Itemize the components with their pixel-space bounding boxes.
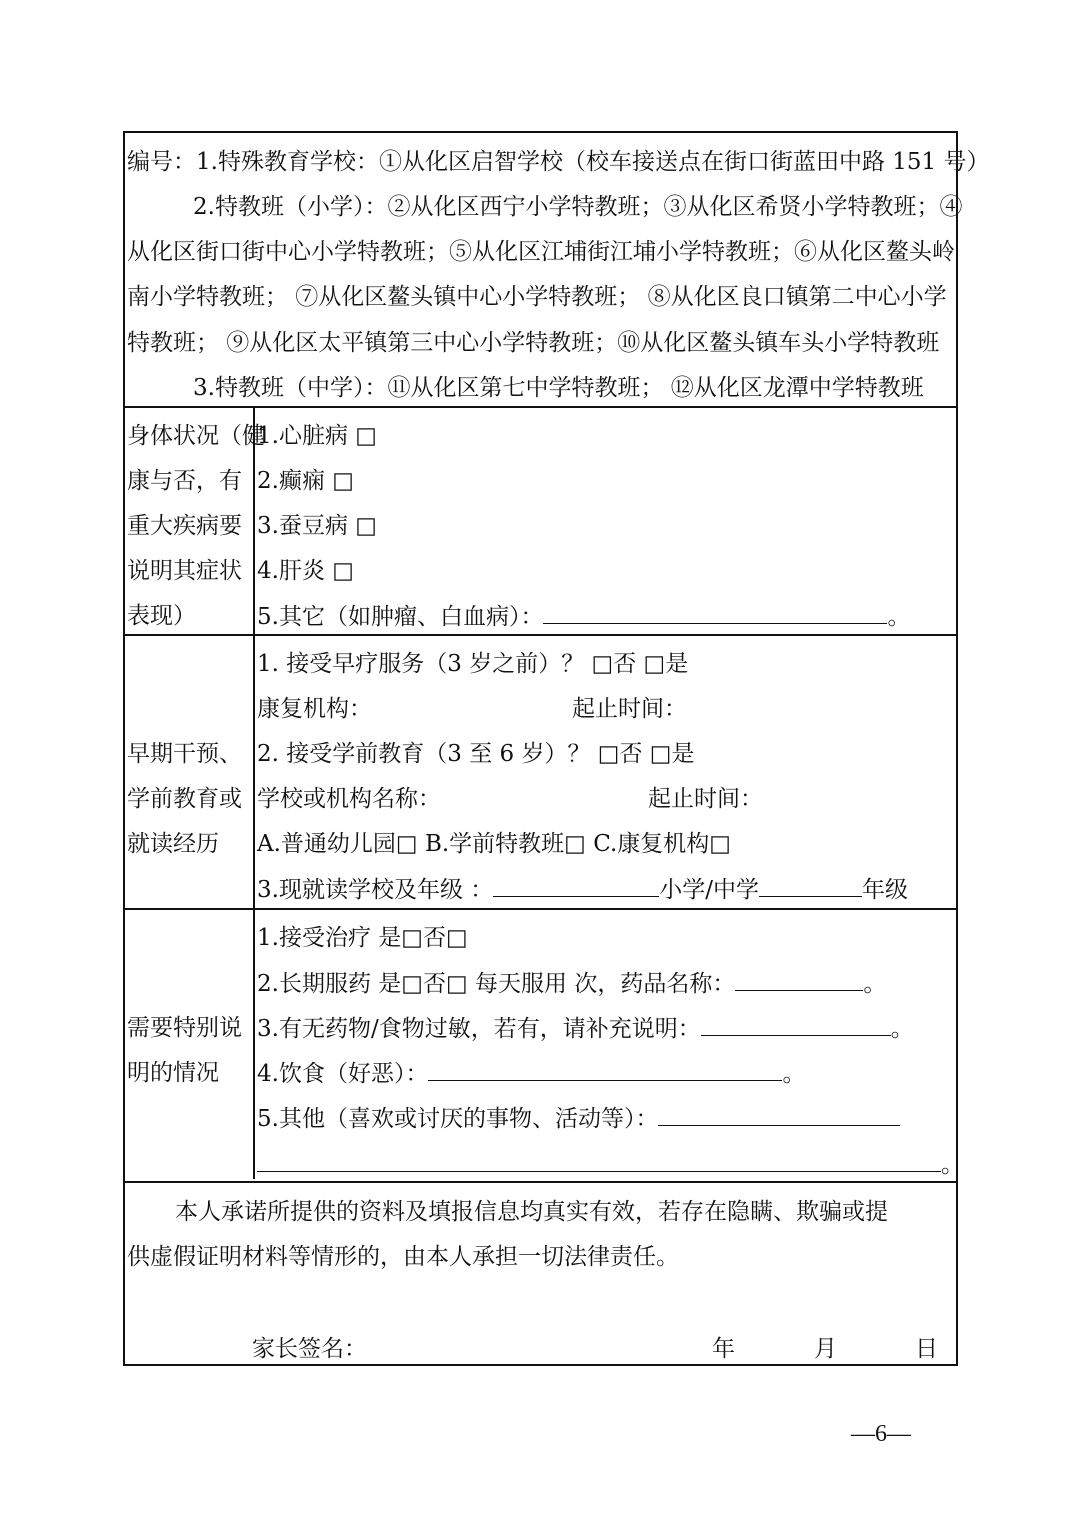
rehab-institution-label: 康复机构： [257,696,372,722]
health-epilepsy-checkbox[interactable]: 2.癫痫 □ [257,468,354,494]
pledge-line-1: 本人承诺所提供的资料及填报信息均真实有效，若存在隐瞒、欺骗或提 [175,1199,888,1225]
row-divider [125,406,956,408]
period: 。 [887,604,911,630]
page-number: —6— [851,1421,911,1447]
preschool-period-label: 起止时间： [648,786,763,812]
special-label-line: 需要特别说 [127,1015,242,1041]
diet-label: 4.饮食（好恶）： [257,1061,429,1087]
medication-label: 2.长期服药 是□否□ 每天服用 次，药品名称： [257,971,736,997]
current-school-field[interactable] [493,874,659,897]
health-other-item [257,601,910,632]
preschool-type-options[interactable]: A.普通幼儿园□ B.学前特教班□ C.康复机构□ [257,831,732,857]
special-label-line: 明的情况 [127,1060,219,1086]
row-divider [125,634,956,636]
preferences-field-line-2[interactable] [257,1149,941,1172]
school-level-label: 小学/中学 [659,877,760,903]
pledge-line-2: 供虚假证明材料等情形的，由本人承担一切法律责任。 [127,1244,679,1270]
numbering-line-2: 2.特教班（小学）：②从化区西宁小学特教班；③从化区希贤小学特教班；④ [193,194,963,220]
allergy-label: 3.有无药物/食物过敏，若有，请补充说明： [257,1016,701,1042]
period: 。 [941,1152,964,1178]
numbering-line-5: 特教班； ⑨从化区太平镇第三中心小学特教班；⑩从化区鳌头镇车头小学特教班 [127,330,940,356]
early-label-line: 学前教育或 [127,786,242,812]
row-divider [125,1181,956,1183]
early-period-label: 起止时间： [572,696,687,722]
school-institution-label: 学校或机构名称： [257,786,441,812]
parent-signature-label: 家长签名： [252,1336,367,1362]
preferences-label: 5.其他（喜欢或讨厌的事物、活动等）： [257,1106,659,1132]
allergy-item [257,1013,914,1044]
grade-field[interactable] [759,874,862,897]
grade-label: 年级 [862,877,909,903]
health-other-label: 5.其它（如肿瘤、白血病）： [257,604,544,630]
signature-year-label: 年 [712,1336,735,1362]
registration-form-table [123,131,990,1366]
health-label-line: 表现） [127,603,196,629]
numbering-line-3: 从化区街口街中心小学特教班；⑤从化区江埔街江埔小学特教班；⑥从化区鳌头岭 [127,239,955,265]
numbering-line-1: 编号：1.特殊教育学校：①从化区启智学校（校车接送点在街口街蓝田中路 151 号） [127,149,990,175]
current-school-label: 3.现就读学校及年级 ： [257,877,494,903]
preferences-continuation [257,1149,964,1180]
row-divider [125,908,956,910]
period: 。 [782,1061,806,1087]
health-favism-checkbox[interactable]: 3.蚕豆病 □ [257,513,377,539]
signature-day-label: 日 [915,1336,938,1362]
period: 。 [863,971,887,997]
allergy-field[interactable] [701,1013,891,1036]
signature-month-label: 月 [814,1336,837,1362]
preschool-question[interactable]: 2. 接受学前教育（3 至 6 岁）？ □否 □是 [257,741,695,767]
early-label-line: 就读经历 [127,831,219,857]
early-intervention-question[interactable]: 1. 接受早疗服务（3 岁之前）？ □否 □是 [257,651,689,677]
health-other-field[interactable] [543,601,887,624]
health-label-line: 重大疾病要 [127,513,242,539]
early-label-line: 早期干预、 [127,741,242,767]
numbering-line-4: 南小学特教班； ⑦从化区鳌头镇中心小学特教班； ⑧从化区良口镇第二中心小学 [127,284,947,310]
current-school-item [257,874,908,905]
diet-item [257,1058,805,1089]
preferences-field[interactable] [658,1103,900,1126]
medicine-name-field[interactable] [735,968,863,991]
health-hepatitis-checkbox[interactable]: 4.肝炎 □ [257,558,354,584]
health-heart-disease-checkbox[interactable]: 1.心脏病 □ [257,423,377,449]
numbering-line-6: 3.特教班（中学）：⑪从化区第七中学特教班； ⑫从化区龙潭中学特教班 [193,375,924,401]
medication-item [257,968,886,999]
treatment-item[interactable]: 1.接受治疗 是□否□ [257,925,468,951]
period: 。 [890,1016,914,1042]
health-label-line: 身体状况（健 [127,423,265,449]
column-divider [253,406,255,1179]
health-label-line: 康与否，有 [127,468,242,494]
health-label-line: 说明其症状 [127,558,242,584]
diet-field[interactable] [428,1058,782,1081]
preferences-item [257,1103,900,1134]
